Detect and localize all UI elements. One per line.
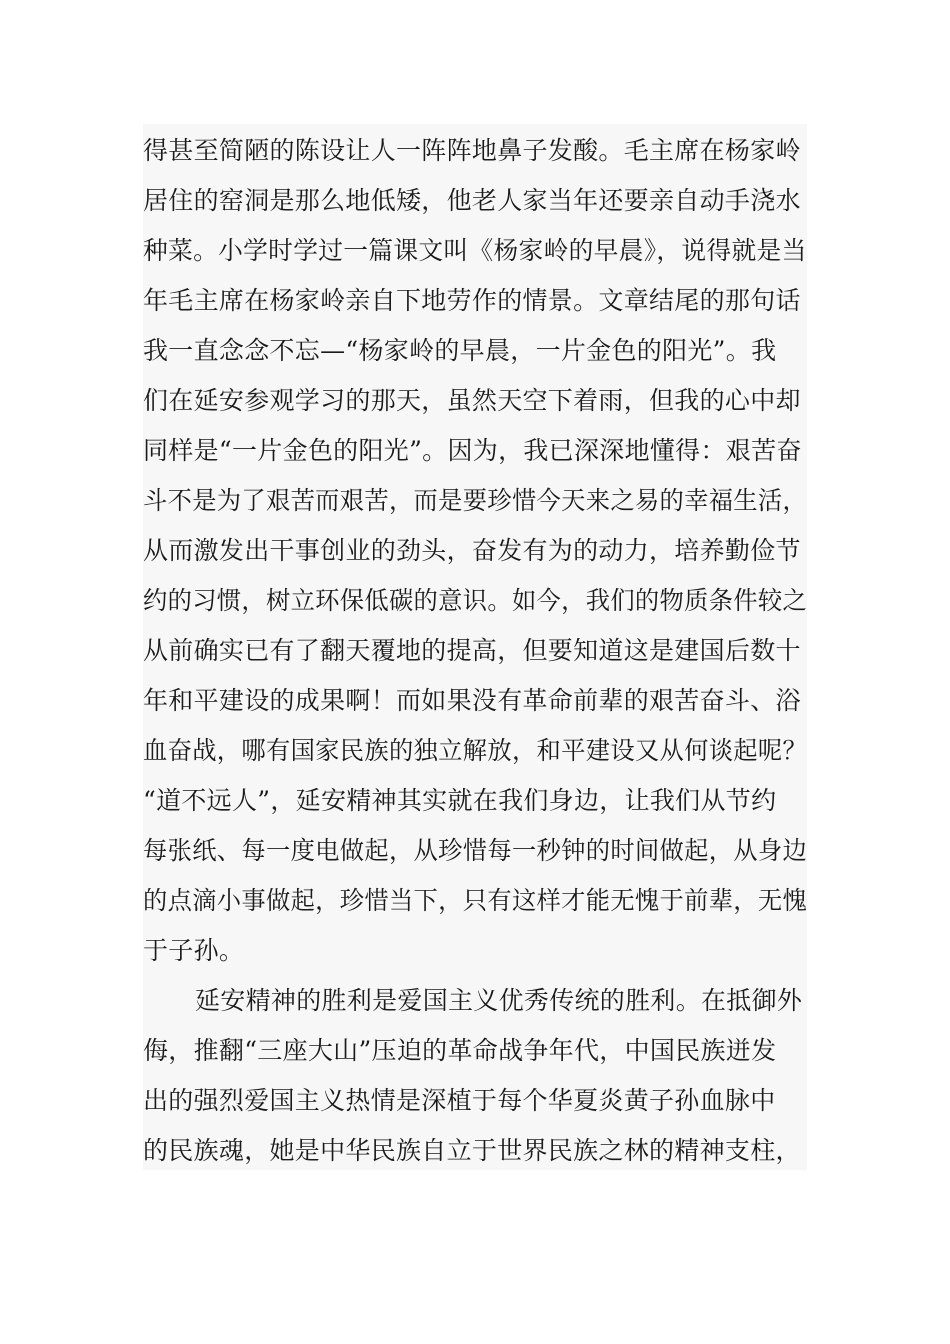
text-line: 得甚至简陋的陈设让人一阵阵地鼻子发酸。毛主席在杨家岭	[143, 136, 801, 165]
text-line: 于子孙。	[143, 936, 245, 965]
text-line: 们在延安参观学习的那天，虽然天空下着雨，但我的心中却	[143, 386, 801, 415]
text-line: 年毛主席在杨家岭亲自下地劳作的情景。文章结尾的那句话	[143, 286, 801, 315]
text-line: 的民族魂，她是中华民族自立于世界民族之林的精神支柱，	[143, 1136, 801, 1165]
text-line: 种菜。小学时学过一篇课文叫《杨家岭的早晨》，说得就是当	[143, 236, 807, 265]
text-line: 同样是“一片金色的阳光”。因为，我已深深地懂得：艰苦奋	[143, 436, 802, 465]
text-line: “道不远人”，延安精神其实就在我们身边，让我们从节约	[143, 786, 777, 815]
paragraph-start-line: 延安精神的胜利是爱国主义优秀传统的胜利。在抵御外	[195, 986, 803, 1015]
body-text	[143, 124, 807, 1170]
text-line: 从前确实已有了翻天覆地的提高，但要知道这是建国后数十	[143, 636, 801, 665]
text-line: 侮，推翻“三座大山”压迫的革命战争年代，中国民族迸发	[143, 1036, 777, 1065]
text-line: 的点滴小事做起，珍惜当下，只有这样才能无愧于前辈，无愧	[143, 886, 808, 915]
text-line: 居住的窑洞是那么地低矮，他老人家当年还要亲自动手浇水	[143, 186, 801, 215]
text-line: 每张纸、每一度电做起，从珍惜每一秒钟的时间做起，从身边	[143, 836, 808, 865]
text-line: 斗不是为了艰苦而艰苦，而是要珍惜今天来之易的幸福生活，	[143, 486, 808, 515]
text-line: 血奋战，哪有国家民族的独立解放，和平建设又从何谈起呢？	[143, 736, 808, 765]
text-line: 出的强烈爱国主义热情是深植于每个华夏炎黄子孙血脉中	[143, 1086, 776, 1115]
text-line: 年和平建设的成果啊！而如果没有革命前辈的艰苦奋斗、浴	[143, 686, 801, 715]
text-line: 从而激发出干事创业的劲头，奋发有为的动力，培养勤俭节	[143, 536, 801, 565]
text-line: 我一直念念不忘—“杨家岭的早晨，一片金色的阳光”。我	[143, 336, 777, 365]
text-line: 约的习惯，树立环保低碳的意识。如今，我们的物质条件较之	[143, 586, 808, 615]
